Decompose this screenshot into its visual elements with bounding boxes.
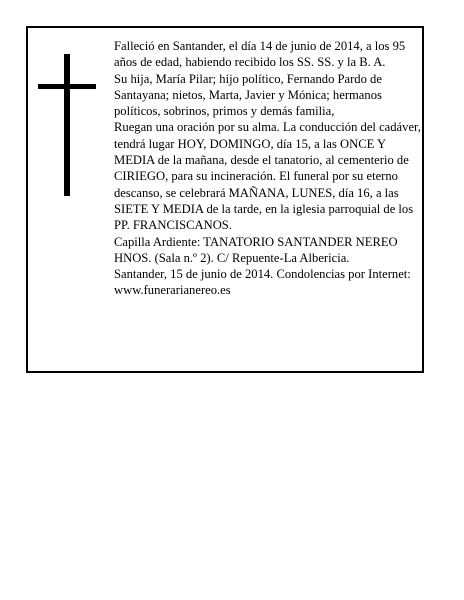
death-announcement-paragraph: Falleció en Santander, el día 14 de junio de 2014, a los 95 años de edad, habiendo recibido los SS. SS. y la B. A. bbox=[114, 39, 406, 70]
cross-icon-horizontal-bar bbox=[38, 84, 96, 89]
obituary-text bbox=[114, 38, 424, 299]
condolences-paragraph: Santander, 15 de junio de 2014. Condolencias por Internet: www.funerarianereo.es bbox=[114, 267, 411, 298]
chapel-paragraph: Capilla Ardiente: TANATORIO SANTANDER NEREO HNOS. (Sala n.º 2). C/ Repuente-La Albericia. bbox=[114, 234, 398, 265]
family-paragraph: Su hija, María Pilar; hijo político, Fernando Pardo de Santayana; nietos, Marta, Javier y Mónica; hermanos políticos, sobrinos, primos y demás familia, bbox=[114, 71, 382, 119]
cross-icon-vertical-bar bbox=[64, 54, 70, 196]
ceremony-paragraph: Ruegan una oración por su alma. La conducción del cadáver, tendrá lugar HOY, DOMINGO, día 15, a las ONCE Y MEDIA de la mañana, desde el tanatorio, al cementerio de CIRIEGO, para su incineración. El funeral por su eterno descanso, se celebrará MAÑANA, LUNES, día 16, a las SIETE Y MEDIA de la tarde, en la iglesia parroquial de los PP. FRANCISCANOS. bbox=[114, 120, 421, 233]
